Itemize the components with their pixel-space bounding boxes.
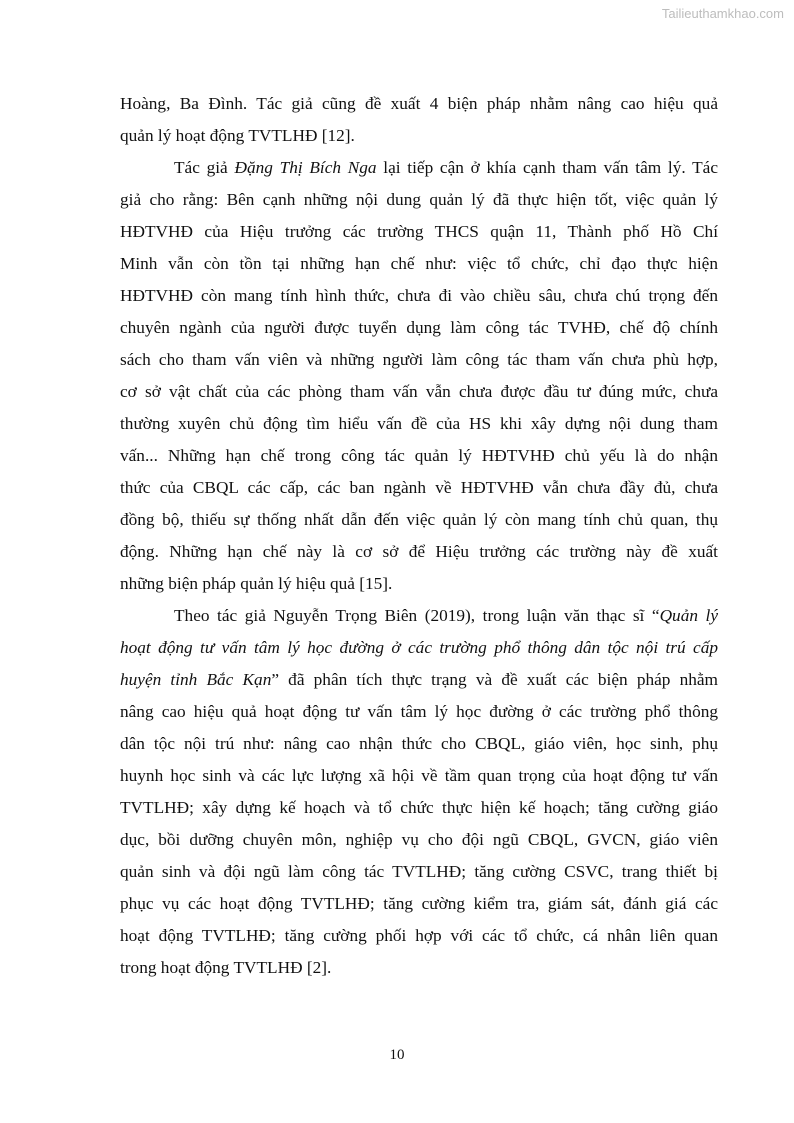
text-line <box>120 376 718 408</box>
page-number: 10 <box>389 1047 405 1063</box>
italic-text: huyện tỉnh Bắc Kạn <box>120 670 272 689</box>
paragraph <box>120 152 718 600</box>
text-segment: thức của CBQL các cấp, các ban ngành về HĐTVHĐ vẫn chưa đầy đủ, chưa <box>120 478 718 497</box>
paragraph <box>120 88 718 152</box>
text-line <box>120 152 718 184</box>
text-segment: Hoàng, Ba Đình. Tác giả cũng đề xuất 4 biện pháp nhằm nâng cao hiệu quả <box>120 94 718 113</box>
text-line <box>120 600 718 632</box>
text-segment: Minh vẫn còn tồn tại những hạn chế như: việc tổ chức, chỉ đạo thực hiện <box>120 254 718 273</box>
text-segment: quản lý hoạt động TVTLHĐ [12]. <box>120 126 355 145</box>
text-line <box>120 504 718 536</box>
text-line <box>120 184 718 216</box>
text-segment: hoạt động TVTLHĐ; tăng cường phối hợp với các tổ chức, cá nhân liên quan <box>120 926 718 945</box>
text-line <box>120 216 718 248</box>
italic-text: hoạt động tư vấn tâm lý học đường ở các trường phổ thông dân tộc nội trú cấp <box>120 638 718 657</box>
text-segment: trong hoạt động TVTLHĐ [2]. <box>120 958 332 977</box>
text-line <box>120 760 718 792</box>
text-line <box>120 856 718 888</box>
text-segment: đồng bộ, thiếu sự thống nhất dẫn đến việc quản lý còn mang tính chủ quan, thụ <box>120 510 718 529</box>
text-segment: ” đã phân tích thực trạng và đề xuất các biện pháp nhằm <box>271 670 718 689</box>
text-line <box>120 88 718 120</box>
text-segment: thường xuyên chủ động tìm hiểu vấn đề của HS khi xây dựng nội dung tham <box>120 414 718 433</box>
text-segment: những biện pháp quản lý hiệu quả [15]. <box>120 574 393 593</box>
text-segment: phục vụ các hoạt động TVTLHĐ; tăng cường kiểm tra, giám sát, đánh giá các <box>120 894 718 913</box>
text-segment: giả cho rằng: Bên cạnh những nội dung quản lý đã thực hiện tốt, việc quản lý <box>120 190 718 209</box>
document-body <box>120 88 718 984</box>
text-segment: huynh học sinh và các lực lượng xã hội về tầm quan trọng của hoạt động tư vấn <box>120 766 718 785</box>
text-segment: động. Những hạn chế này là cơ sở để Hiệu trưởng các trường này đề xuất <box>120 542 718 561</box>
text-line <box>120 728 718 760</box>
text-line <box>120 632 718 664</box>
text-line <box>120 440 718 472</box>
text-line <box>120 472 718 504</box>
text-line <box>120 888 718 920</box>
text-segment: dân tộc nội trú như: nâng cao nhận thức cho CBQL, giáo viên, học sinh, phụ <box>120 734 718 753</box>
text-line <box>120 952 718 984</box>
text-segment: HĐTVHĐ còn mang tính hình thức, chưa đi vào chiều sâu, chưa chú trọng đến <box>120 286 718 305</box>
text-line <box>120 792 718 824</box>
text-segment: Theo tác giả Nguyễn Trọng Biên (2019), trong luận văn thạc sĩ “ <box>174 606 660 625</box>
text-segment: sách cho tham vấn viên và những người làm công tác tham vấn chưa phù hợp, <box>120 350 718 369</box>
text-line <box>120 248 718 280</box>
text-segment: quản sinh và đội ngũ làm công tác TVTLHĐ; tăng cường CSVC, trang thiết bị <box>120 862 718 881</box>
text-segment: TVTLHĐ; xây dựng kế hoạch và tổ chức thực hiện kế hoạch; tăng cường giáo <box>120 798 718 817</box>
watermark: Tailieuthamkhao.com <box>661 6 784 21</box>
text-segment: lại tiếp cận ở khía cạnh tham vấn tâm lý. Tác <box>376 158 718 177</box>
text-line <box>120 664 718 696</box>
text-line <box>120 120 718 152</box>
text-segment: dục, bồi dưỡng chuyên môn, nghiệp vụ cho đội ngũ CBQL, GVCN, giáo viên <box>120 830 718 849</box>
text-segment: cơ sở vật chất của các phòng tham vấn vẫn chưa được đầu tư đúng mức, chưa <box>120 382 718 401</box>
paragraph <box>120 600 718 984</box>
text-segment: Tác giả <box>174 158 235 177</box>
text-line <box>120 568 718 600</box>
text-segment: HĐTVHĐ của Hiệu trưởng các trường THCS quận 11, Thành phố Hồ Chí <box>120 222 718 241</box>
text-line <box>120 536 718 568</box>
text-line <box>120 408 718 440</box>
text-line <box>120 280 718 312</box>
text-segment: nâng cao hiệu quả hoạt động tư vấn tâm lý học đường ở các trường phổ thông <box>120 702 718 721</box>
text-line <box>120 920 718 952</box>
text-line <box>120 696 718 728</box>
text-line <box>120 312 718 344</box>
italic-text: Đặng Thị Bích Nga <box>234 158 377 177</box>
text-line <box>120 344 718 376</box>
italic-text: Quản lý <box>659 606 719 625</box>
text-line <box>120 824 718 856</box>
text-segment: chuyên ngành của người được tuyển dụng làm công tác TVHĐ, chế độ chính <box>120 318 718 337</box>
text-segment: vấn... Những hạn chế trong công tác quản lý HĐTVHĐ chủ yếu là do nhận <box>120 446 718 465</box>
